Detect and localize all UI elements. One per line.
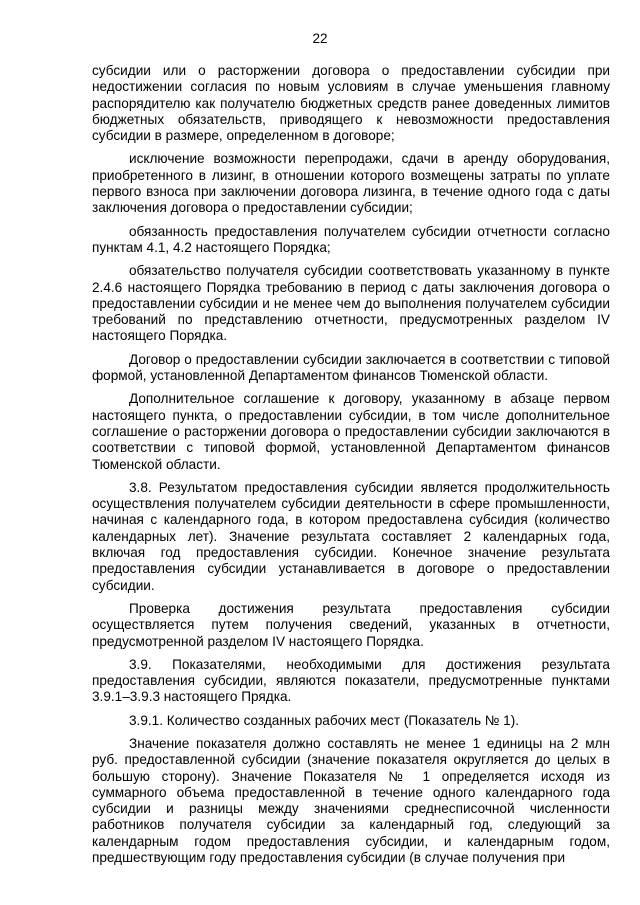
paragraph: 3.9.1. Количество созданных рабочих мест (Показатель № 1). — [129, 712, 520, 728]
document-body — [92, 63, 610, 866]
paragraph: 3.8. Результатом предоставления субсидии является продолжительность осуществления получателем субсидии деятельности в сфере промышленности, начиная с календарного года, в котором предоставлена субсидия (количество календарных лет). Значение результата составляет 2 календарных года, включая год предоставления субсидии. Конечное значение результата предоставления субсидии устанавливается в договоре о предоставлении субсидии. — [92, 479, 610, 593]
paragraph: субсидии или о расторжении договора о предоставлении субсидии при недостижении согласия по новым условиям в случае уменьшения главному распорядителю как получателю бюджетных средств ранее доведенных лимитов бюджетных обязательств, приводящего к невозможности предоставления субсидии в размере, определенном в договоре; — [92, 63, 610, 144]
paragraph: Договор о предоставлении субсидии заключается в соответствии с типовой формой, установленной Департаментом финансов Тюменской области. — [92, 351, 610, 384]
paragraph: исключение возможности перепродажи, сдачи в аренду оборудования, приобретенного в лизинг, в отношении которого возмещены затраты по уплате первого взноса при заключении договора лизинга, в течение одного года с даты заключения договора о предоставлении субсидии; — [92, 151, 610, 216]
page-number: 22 — [312, 31, 328, 46]
paragraph: Дополнительное соглашение к договору, указанному в абзаце первом настоящего пункта, о предоставлении субсидии, в том числе дополнительное соглашение о расторжении договора о предоставлении субсидии заключаются в соответствии с типовой формой, установленной Департаментом финансов Тюменской области. — [92, 391, 610, 472]
paragraph: обязанность предоставления получателем субсидии отчетности согласно пунктам 4.1, 4.2 настоящего Порядка; — [92, 223, 610, 255]
paragraph: Значение показателя должно составлять не менее 1 единицы на 2 млн руб. предоставленной субсидии (значение показателя округляется до целых в большую сторону). Значение Показателя № 1 определяется исходя из суммарного объема предоставленной в течение одного календарного года субсидии и разницы между значениями среднесписочной численности работников получателя субсидии за календарный год, следующий за календарным годом предоставления субсидии, и календарным годом, предшествующим году предоставления субсидии (в случае получения при — [92, 735, 610, 866]
paragraph: обязательство получателя субсидии соответствовать указанному в пункте 2.4.6 настоящего Порядка требованию в период с даты заключения договора о предоставлении субсидии и не менее чем до выполнения получателем субсидии требований по представлению отчетности, предусмотренных разделом IV настоящего Порядка. — [92, 263, 610, 344]
paragraph: Проверка достижения результата предоставления субсидии осуществляется путем получения сведений, указанных в отчетности, предусмотренной разделом IV настоящего Порядка. — [92, 600, 610, 649]
paragraph: 3.9. Показателями, необходимыми для достижения результата предоставления субсидии, являются показатели, предусмотренные пунктами 3.9.1–3.9.3 настоящего Прядка. — [92, 656, 610, 705]
